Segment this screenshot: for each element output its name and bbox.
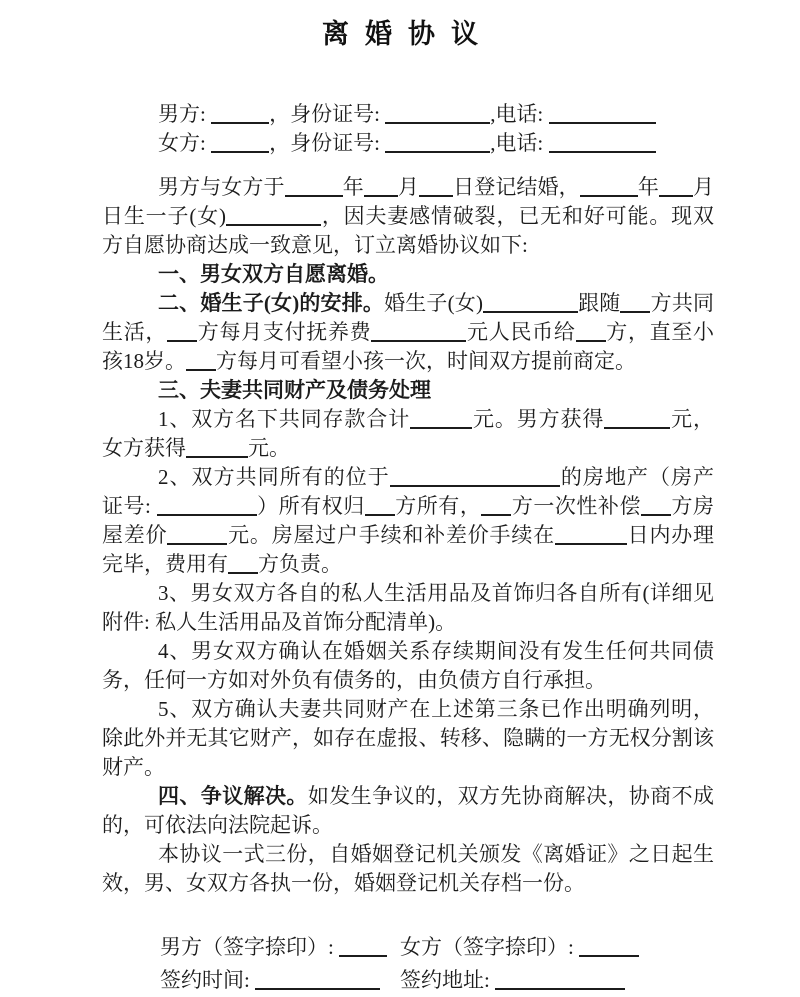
text-run: 签约地址: xyxy=(400,968,496,992)
text-run: 男方与女方于 xyxy=(158,175,285,199)
text-run: 方一次性补偿 xyxy=(511,494,641,518)
blank-field xyxy=(419,174,453,197)
blank-field xyxy=(228,551,258,574)
text-run: 男方（签字捺印）: xyxy=(160,935,340,959)
text-run: 跟随 xyxy=(577,291,621,315)
signature-block xyxy=(160,931,800,997)
blank-field xyxy=(167,319,197,342)
item-1-deposits xyxy=(102,405,714,463)
text-run: 元。男方获得 xyxy=(472,407,605,431)
text-run: 男方: xyxy=(158,102,212,126)
blank-field xyxy=(211,101,269,124)
section-2-child-arrangement xyxy=(102,289,714,376)
document-body xyxy=(102,100,714,898)
blank-field xyxy=(390,464,560,487)
blank-field xyxy=(620,290,650,313)
text-run: 4、男女双方确认在婚姻关系存续期间没有发生任何共同债务，任何一方如对外负有债务的，由负债方自行承担。 xyxy=(102,639,714,692)
text-run: 方房屋差价 xyxy=(102,494,715,547)
text-run: 四、争议解决。 xyxy=(158,784,308,808)
blank-field xyxy=(157,493,257,516)
text-run: 一、男女双方自愿离婚。 xyxy=(158,262,389,286)
party-line-female xyxy=(102,129,714,158)
text-run: 年 xyxy=(637,175,659,199)
text-run: 女方: xyxy=(158,131,212,155)
section-3-heading-property-and-debts xyxy=(102,376,714,405)
blank-field xyxy=(364,174,398,197)
blank-field xyxy=(385,130,490,153)
blank-field xyxy=(365,493,395,516)
blank-field xyxy=(481,493,511,516)
text-run: ，身份证号: xyxy=(269,102,386,126)
text-run: ，身份证号: xyxy=(269,131,386,155)
text-run: 签约时间: xyxy=(160,968,256,992)
item-3-personal-items xyxy=(102,579,714,637)
blank-field xyxy=(576,319,606,342)
text-run: 元，女方获得 xyxy=(102,407,715,460)
blank-field xyxy=(580,174,638,197)
text-run: 元。 xyxy=(248,436,290,460)
item-4-debts xyxy=(102,637,714,695)
blank-field xyxy=(604,406,670,429)
text-run: 方，直至小孩18岁。 xyxy=(102,320,715,373)
text-run: 3、男女双方各自的私人生活用品及首饰归各自所有(详细见附件: 私人生活用品及首饰分配清单)。 xyxy=(102,581,714,634)
blank-field xyxy=(410,406,472,429)
blank-field xyxy=(555,522,627,545)
blank-field xyxy=(385,101,490,124)
text-run: 女方（签字捺印）: xyxy=(400,935,580,959)
blank-field xyxy=(339,934,387,957)
text-run: 方共同生活， xyxy=(102,291,714,344)
text-run: 月日生一子(女) xyxy=(102,175,715,228)
text-run: 5、双方确认夫妻共同财产在上述第三条已作出明确列明，除此外并无其它财产，如存在虚报、转移、隐瞒的一方无权分割该财产。 xyxy=(102,697,714,779)
text-run: 2、双方共同所有的位于 xyxy=(158,465,390,489)
text-run: 方所有， xyxy=(394,494,482,518)
text-run: 婚生子(女) xyxy=(384,291,483,315)
blank-field xyxy=(659,174,693,197)
sign-date xyxy=(160,964,400,997)
document-title: 离婚协议 xyxy=(322,19,494,49)
text-run: ,电话: xyxy=(490,131,549,155)
text-run: 方每月支付抚养费 xyxy=(197,320,372,344)
text-run: 本协议一式三份，自婚姻登记机关颁发《离婚证》之日起生效，男、女双方各执一份，婚姻登记机关存档一份。 xyxy=(102,842,714,895)
text-run: 方负责。 xyxy=(258,552,342,576)
signature-male xyxy=(160,931,400,964)
blank-field xyxy=(186,435,248,458)
item-5-property-confirmation xyxy=(102,695,714,782)
blank-field xyxy=(285,174,343,197)
text-run: 方每月可看望小孩一次，时间双方提前商定。 xyxy=(216,349,636,373)
signature-row xyxy=(160,964,800,997)
text-run: 如发生争议的，双方先协商解决，协商不成的，可依法向法院起诉。 xyxy=(102,784,715,837)
text-run: ）所有权归 xyxy=(256,494,365,518)
signature-row xyxy=(160,931,800,964)
item-2-real-estate xyxy=(102,463,714,579)
text-run: 1、双方名下共同存款合计 xyxy=(158,407,411,431)
blank-field xyxy=(641,493,671,516)
text-run: 二、婚生子(女)的安排。 xyxy=(158,291,385,315)
party-line-male xyxy=(102,100,714,129)
text-run: 日内办理完毕，费用有 xyxy=(102,523,715,576)
blank-field xyxy=(579,934,639,957)
text-run: 的房地产（房产证号: xyxy=(102,465,715,518)
text-run: ,电话: xyxy=(490,102,549,126)
text-run: 元人民币给 xyxy=(466,320,576,344)
blank-field xyxy=(226,203,321,226)
intro-paragraph xyxy=(102,173,714,260)
blank-field xyxy=(549,101,656,124)
blank-field xyxy=(186,348,216,371)
section-1-voluntary-divorce xyxy=(102,260,714,289)
blank-field xyxy=(167,522,227,545)
signature-female xyxy=(400,931,639,964)
text-run: 月 xyxy=(397,175,420,199)
blank-field xyxy=(211,130,269,153)
section-4-dispute-resolution xyxy=(102,782,714,840)
effectiveness-clause xyxy=(102,840,714,898)
blank-field xyxy=(549,130,656,153)
blank-field xyxy=(371,319,466,342)
sign-address xyxy=(400,964,625,997)
text-run: 三、夫妻共同财产及债务处理 xyxy=(158,378,431,402)
text-run: 日登记结婚， xyxy=(453,175,580,199)
text-run: ，因夫妻感情破裂，已无和好可能。现双方自愿协商达成一致意见，订立离婚协议如下: xyxy=(102,204,714,257)
blank-field xyxy=(255,967,380,990)
blank-field xyxy=(495,967,625,990)
blank-field xyxy=(483,290,578,313)
text-run: 年 xyxy=(342,175,364,199)
text-run: 元。房屋过户手续和补差价手续在 xyxy=(227,523,555,547)
